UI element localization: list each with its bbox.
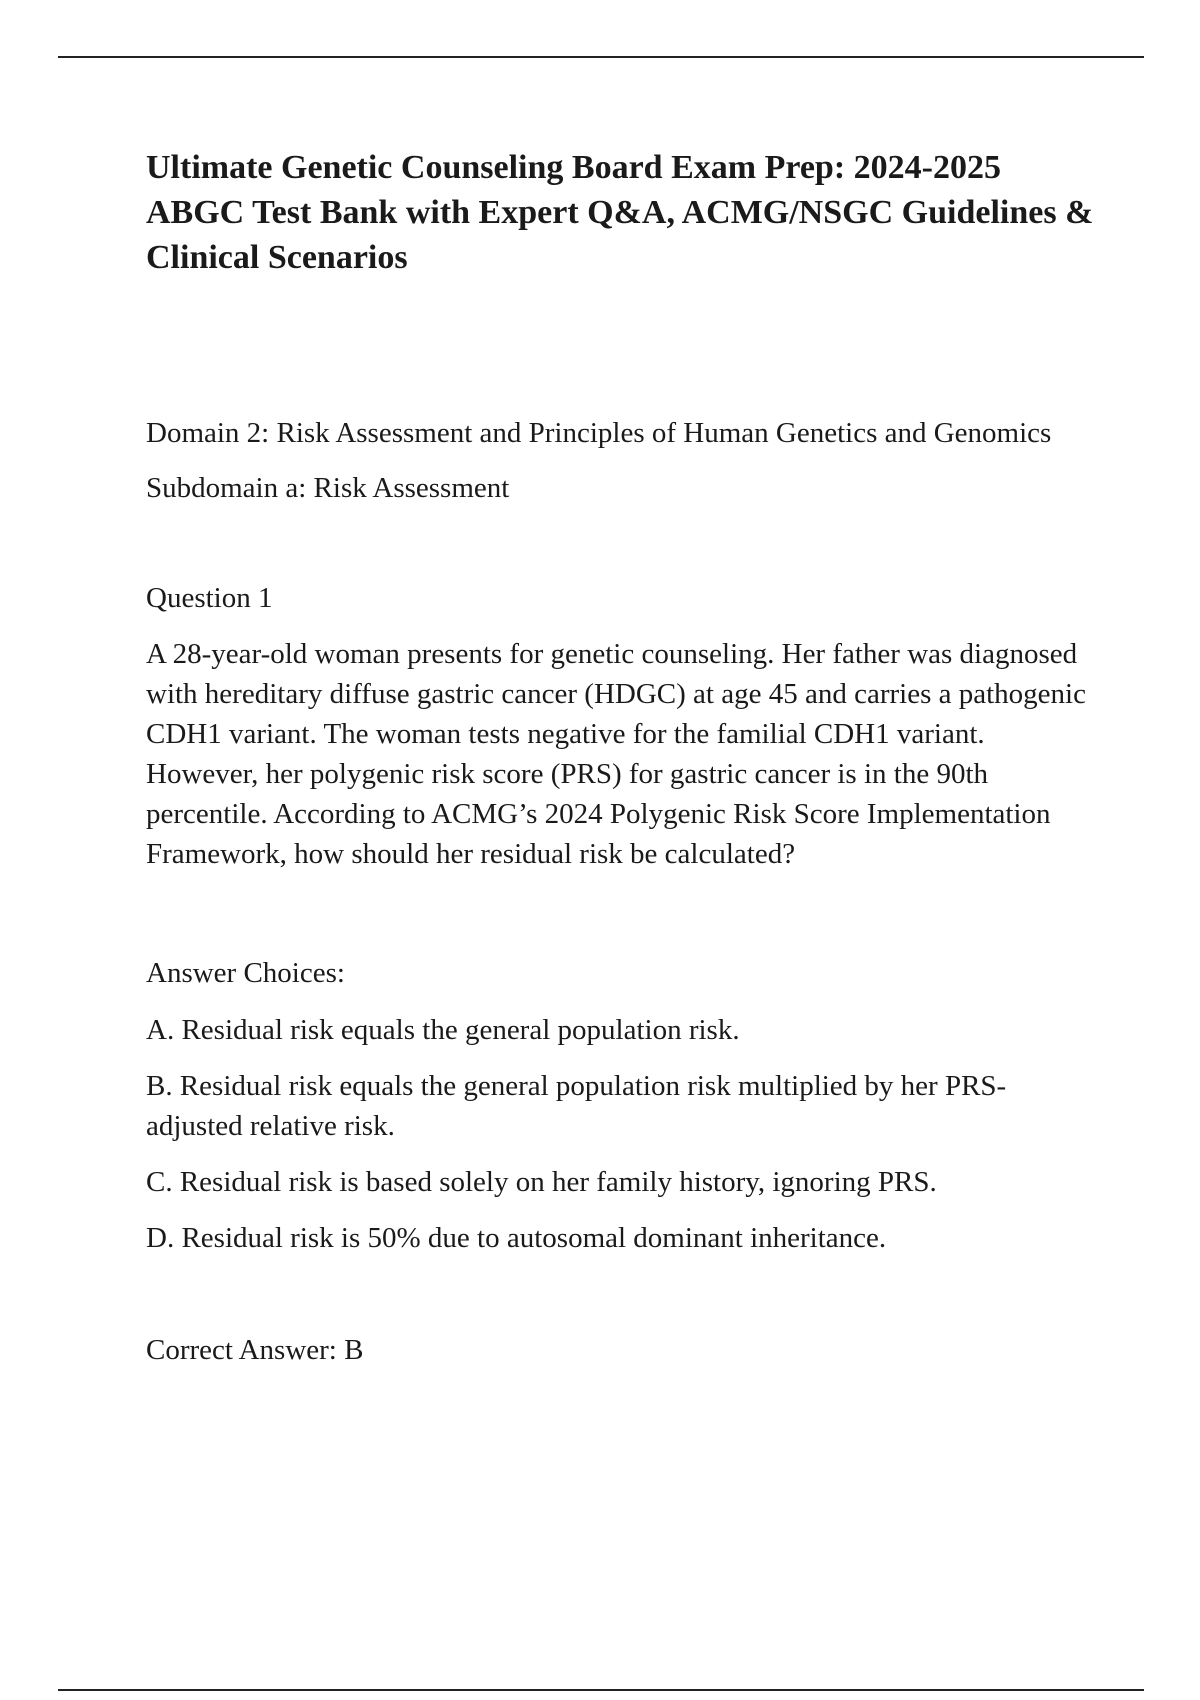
answer-choice-d: D. Residual risk is 50% due to autosomal dominant inheritance.	[146, 1222, 887, 1254]
answer-choice-a: A. Residual risk equals the general population risk.	[146, 1014, 740, 1046]
answer-choices-list	[146, 1010, 1096, 1258]
answer-choice-c: C. Residual risk is based solely on her family history, ignoring PRS.	[146, 1166, 937, 1198]
answer-choices-label: Answer Choices:	[146, 957, 345, 989]
question-label: Question 1	[146, 582, 273, 614]
answer-choice-b: B. Residual risk equals the general population risk multiplied by her PRS-adjusted relative risk.	[146, 1070, 1007, 1142]
domain-heading: Domain 2: Risk Assessment and Principles of Human Genetics and Genomics	[146, 417, 1052, 449]
subdomain-heading: Subdomain a: Risk Assessment	[146, 472, 510, 504]
bottom-divider	[58, 1689, 1144, 1691]
question-text: A 28-year-old woman presents for genetic counseling. Her father was diagnosed with hereditary diffuse gastric cancer (HDGC) at age 45 and carries a pathogenic CDH1 variant. The woman tests negative for the familial CDH1 variant. However, her polygenic risk score (PRS) for gastric cancer is in the 90th percentile. According to ACMG’s 2024 Polygenic Risk Score Implementation Framework, how should her residual risk be calculated?	[146, 638, 1086, 870]
document-body	[146, 145, 1096, 1370]
correct-answer: Correct Answer: B	[146, 1334, 364, 1366]
document-title: Ultimate Genetic Counseling Board Exam Prep: 2024-2025 ABGC Test Bank with Expert Q&A, ACMG/NSGC Guidelines & Clinical Scenarios	[146, 149, 1094, 276]
top-divider	[58, 56, 1144, 58]
